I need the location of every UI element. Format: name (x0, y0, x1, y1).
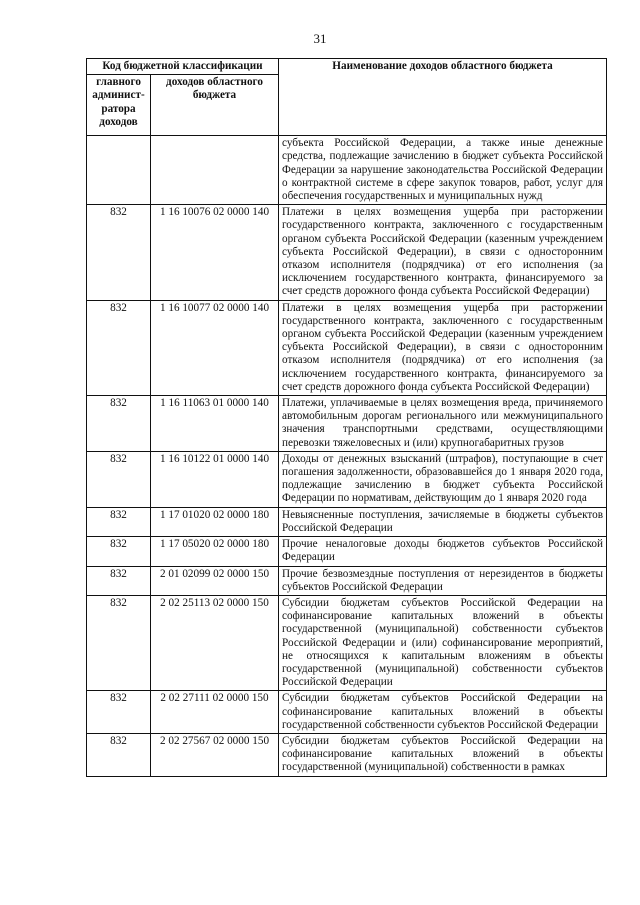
income-name-cell: Доходы от денежных взысканий (штрафов), поступающие в счет погашения задолженности, образовавшейся до 1 января 2020 года, подлежащие зачислению в бюджет субъекта Российской Федерации по нормативам, действующим до 1 января 2020 года (279, 451, 607, 507)
admin-code-cell: 832 (87, 537, 151, 566)
income-name-cell: Субсидии бюджетам субъектов Российской Федерации на софинансирование капитальных вложений в объекты государственной собственности субъектов Российской Федерации (279, 691, 607, 734)
income-name-cell: Невыясненные поступления, зачисляемые в бюджеты субъектов Российской Федерации (279, 507, 607, 536)
income-code-cell: 2 02 27111 02 0000 150 (151, 691, 279, 734)
table-row (87, 595, 607, 690)
admin-code-cell: 832 (87, 566, 151, 595)
table-row (87, 507, 607, 536)
income-code-cell: 1 16 10076 02 0000 140 (151, 205, 279, 300)
table-row (87, 451, 607, 507)
admin-code-cell: 832 (87, 205, 151, 300)
income-name-cell: Платежи в целях возмещения ущерба при расторжении государственного контракта, заключенного с государственным органом субъекта Российской Федерации (казенным учреждением субъекта Российской Федерации), в связи с односторонним отказом исполнителя (подрядчика) от его исполнения (за исключением государственного контракта, финансируемого за счет средств дорожного фонда субъекта Российской Федерации) (279, 300, 607, 395)
admin-code-cell: 832 (87, 507, 151, 536)
income-code-cell: 1 16 11063 01 0000 140 (151, 396, 279, 452)
header-income-name: Наименование доходов областного бюджета (279, 59, 607, 136)
income-name-cell: Платежи в целях возмещения ущерба при расторжении государственного контракта, заключенного с государственным органом субъекта Российской Федерации (казенным учреждением субъекта Российской Федерации), в связи с односторонним отказом исполнителя (подрядчика) от его исполнения (за исключением государственного контракта, финансируемого за счет средств дорожного фонда субъекта Российской Федерации) (279, 205, 607, 300)
table-row (87, 300, 607, 395)
income-name-cell: Прочие безвозмездные поступления от нерезидентов в бюджеты субъектов Российской Федерации (279, 566, 607, 595)
income-name-cell: Субсидии бюджетам субъектов Российской Федерации на софинансирование капитальных вложений в объекты государственной (муниципальной) собственности в рамках (279, 733, 607, 776)
income-code-cell: 2 02 25113 02 0000 150 (151, 595, 279, 690)
table-row (87, 537, 607, 566)
table-row (87, 733, 607, 776)
admin-code-cell: 832 (87, 300, 151, 395)
income-name-cell: Субсидии бюджетам субъектов Российской Федерации на софинансирование капитальных вложений в объекты государственной (муниципальной) собственности субъектов Российской Федерации и (или) софинансирование мероприятий, не относящихся к капитальным вложениям в объекты государственной (муниципальной) собственности субъектов Российской Федерации (279, 595, 607, 690)
income-code-cell: 2 01 02099 02 0000 150 (151, 566, 279, 595)
income-code-cell: 1 16 10077 02 0000 140 (151, 300, 279, 395)
income-code-cell: 2 02 27567 02 0000 150 (151, 733, 279, 776)
income-name-cell: Прочие неналоговые доходы бюджетов субъектов Российской Федерации (279, 537, 607, 566)
income-code-cell: 1 17 05020 02 0000 180 (151, 537, 279, 566)
admin-code-cell: 832 (87, 733, 151, 776)
admin-code-cell: 832 (87, 691, 151, 734)
header-regional-income: доходов областного бюджета (151, 75, 279, 136)
income-code-cell: 1 17 01020 02 0000 180 (151, 507, 279, 536)
income-code-cell: 1 16 10122 01 0000 140 (151, 451, 279, 507)
continuation-text: субъекта Российской Федерации, а также иные денежные средства, подлежащие зачислению в бюджет субъекта Российской Федерации за нарушение законодательства Российской Федерации о контрактной системе в сфере закупок товаров, работ, услуг для обеспечения государственных и муниципальных нужд (279, 136, 607, 205)
admin-code-cell: 832 (87, 451, 151, 507)
budget-classification-table (86, 58, 607, 777)
header-chief-administrator: главного админист-ратора доходов (87, 75, 151, 136)
table-row (87, 566, 607, 595)
header-budget-code-group: Код бюджетной классификации (87, 59, 279, 75)
table-row (87, 396, 607, 452)
page-number: 31 (313, 31, 327, 46)
admin-code-cell: 832 (87, 396, 151, 452)
table-row (87, 691, 607, 734)
continuation-row (87, 136, 607, 205)
table-row (87, 205, 607, 300)
admin-code-cell: 832 (87, 595, 151, 690)
income-name-cell: Платежи, уплачиваемые в целях возмещения вреда, причиняемого автомобильным дорогам регионального или межмуниципального значения транспортными средствами, осуществляющими перевозки тяжеловесных и (или) крупногабаритных грузов (279, 396, 607, 452)
